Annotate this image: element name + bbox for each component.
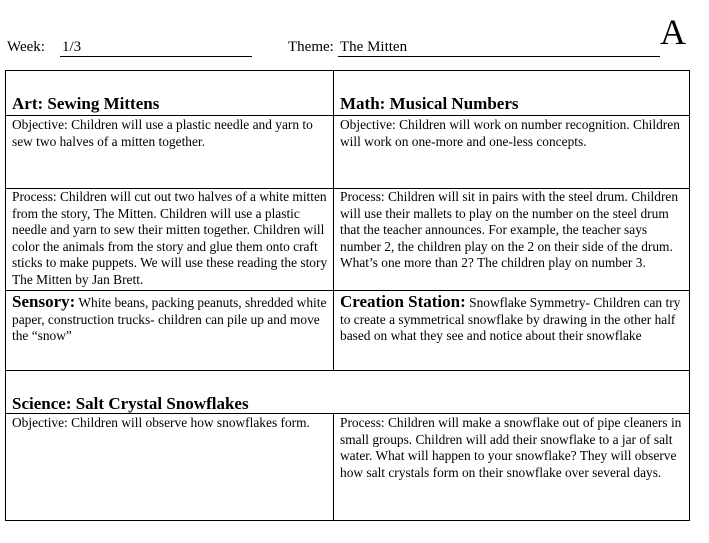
- week-label: Week:: [7, 39, 45, 55]
- art-title: Art: Sewing Mittens: [12, 94, 160, 113]
- grid-line: [333, 413, 334, 520]
- letter-heading: A: [660, 12, 686, 52]
- math-process: Process: Children will sit in pairs with the steel drum. Children will use their mallets to play on the number on the steel drum that the teacher announces. For example, the teacher says number 2, the children play on the 2 on their side of the drum. What’s one more than 2? The children play on number 3.: [340, 189, 679, 271]
- sensory-block: [12, 294, 330, 345]
- creation-title: Creation Station:: [340, 292, 466, 311]
- math-title: Math: Musical Numbers: [340, 94, 519, 113]
- week-value: 1/3: [60, 38, 252, 57]
- grid-line: [5, 290, 690, 291]
- grid-line: [5, 115, 690, 116]
- sensory-text: White beans, packing peanuts, shredded white paper, construction trucks- children can pile up and move the “snow”: [12, 295, 327, 344]
- creation-block: [340, 294, 686, 345]
- science-process: Process: Children will make a snowflake out of pipe cleaners in small groups. Children will add their snowflake to a jar of salt water. What will happen to your snowflake? They will observe how salt crystals form on their snowflake over several days.: [340, 415, 682, 480]
- art-objective: Objective: Children will use a plastic needle and yarn to sew two halves of a mitten together.: [12, 117, 313, 149]
- creation-text: Snowflake Symmetry- Children can try to create a symmetrical snowflake by drawing in the other half based on what they see and notice about their snowflake: [340, 295, 681, 344]
- math-objective: Objective: Children will work on number recognition. Children will work on one-more and one-less concepts.: [340, 117, 680, 149]
- grid-line: [5, 520, 690, 521]
- art-process: Process: Children will cut out two halves of a white mitten from the story, The Mitten. Children will use a plastic needle and yarn to sew their mitten together. Children will color the animals from the story and glue them onto craft sticks to make puppets. We will use these reading the story The Mitten by Jan Brett.: [12, 189, 328, 287]
- science-objective: Objective: Children will observe how snowflakes form.: [12, 415, 310, 430]
- grid-line: [333, 70, 334, 370]
- grid-line: [5, 370, 690, 371]
- theme-label: Theme:: [288, 39, 334, 55]
- theme-value: The Mitten: [338, 38, 660, 57]
- sensory-title: Sensory:: [12, 292, 76, 311]
- grid-line: [5, 70, 690, 71]
- grid-line: [689, 70, 690, 521]
- science-title: Science: Salt Crystal Snowflakes: [12, 394, 249, 413]
- grid-line: [5, 70, 6, 521]
